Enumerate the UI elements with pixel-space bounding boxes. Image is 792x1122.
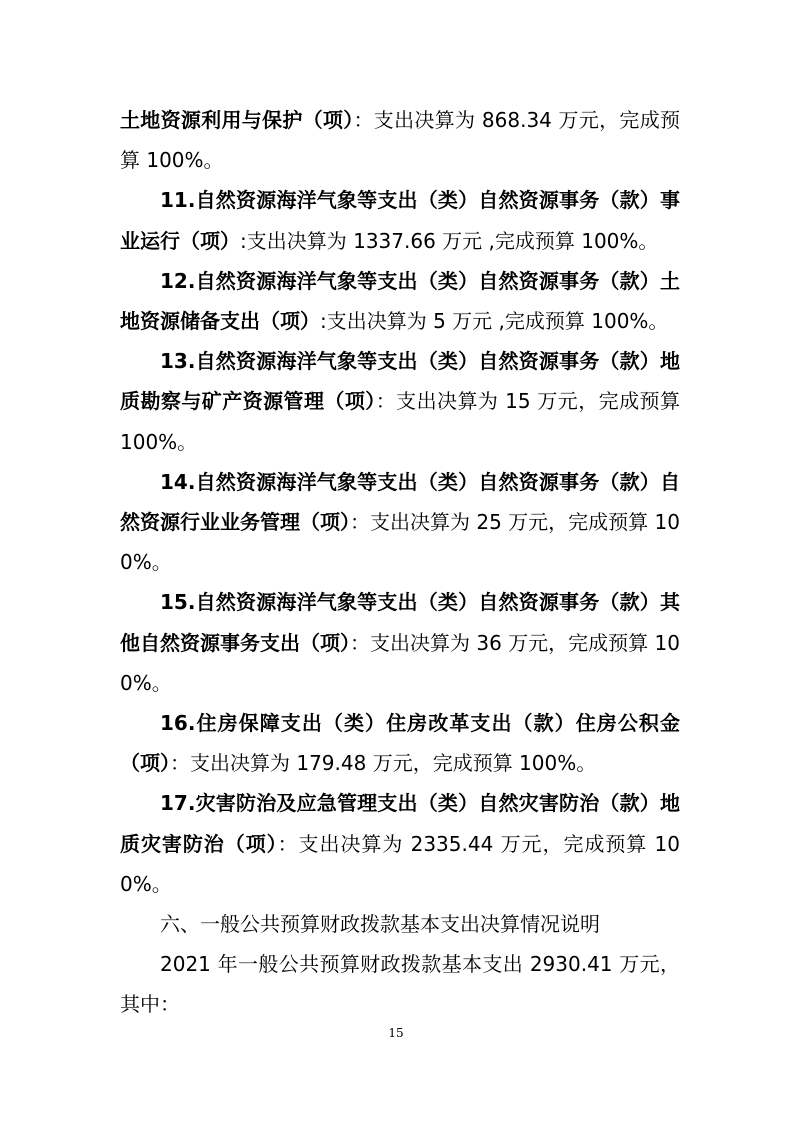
document-body bbox=[120, 100, 680, 1025]
item-text: ：支出决算为 15 万元，完成预算 100%。 bbox=[120, 389, 681, 454]
paragraph-item-15 bbox=[120, 582, 680, 703]
page-number: 15 bbox=[388, 1026, 404, 1040]
item-heading: 15.自然资源海洋气象等支出（类）自然资源事务（款）其他自然资源事务支出（项） bbox=[120, 590, 680, 655]
paragraph-item-16 bbox=[120, 703, 680, 783]
item-heading: 14.自然资源海洋气象等支出（类）自然资源事务（款）自然资源行业业务管理（项） bbox=[120, 469, 680, 535]
item-heading: 11.自然资源海洋气象等支出（类）自然资源事务（款）事业运行（项） bbox=[120, 188, 680, 253]
paragraph-basic-expenditure bbox=[120, 944, 680, 1024]
item-heading: 16.住房保障支出（类）住房改革支出（款）住房公积金（项） bbox=[120, 711, 680, 776]
item-heading: 土地资源利用与保护（项） bbox=[120, 108, 354, 132]
item-text: ：支出决算为 36 万元，完成预算 100%。 bbox=[120, 630, 680, 695]
item-text: :支出决算为 1337.66 万元 ,完成预算 100%。 bbox=[240, 228, 659, 253]
paragraph-item-17 bbox=[120, 783, 680, 904]
paragraph-item-12 bbox=[120, 261, 680, 341]
item-text: :支出决算为 5 万元 ,完成预算 100%。 bbox=[320, 309, 669, 334]
paragraph-land-resource-use bbox=[120, 100, 680, 180]
basic-expenditure-text: 2021 年一般公共预算财政拨款基本支出 2930.41 万元，其中： bbox=[120, 952, 680, 1017]
item-text: ：支出决算为 868.34 万元，完成预算 100%。 bbox=[120, 108, 681, 173]
item-text: ：支出决算为 2335.44 万元，完成预算 100%。 bbox=[120, 831, 680, 896]
item-text: ：支出决算为 25 万元，完成预算 100%。 bbox=[120, 510, 680, 575]
section-heading-six bbox=[120, 904, 680, 944]
section-heading-text: 六、一般公共预算财政拨款基本支出决算情况说明 bbox=[160, 912, 600, 937]
item-text: ：支出决算为 179.48 万元，完成预算 100%。 bbox=[170, 751, 597, 776]
item-heading: 13.自然资源海洋气象等支出（类）自然资源事务（款）地质勘察与矿产资源管理（项） bbox=[120, 349, 680, 414]
paragraph-item-11 bbox=[120, 180, 680, 260]
item-heading: 12.自然资源海洋气象等支出（类）自然资源事务（款）土地资源储备支出（项） bbox=[120, 268, 680, 334]
paragraph-item-14 bbox=[120, 462, 680, 583]
paragraph-item-13 bbox=[120, 341, 680, 462]
item-heading: 17.灾害防治及应急管理支出（类）自然灾害防治（款）地质灾害防治（项） bbox=[120, 791, 680, 856]
